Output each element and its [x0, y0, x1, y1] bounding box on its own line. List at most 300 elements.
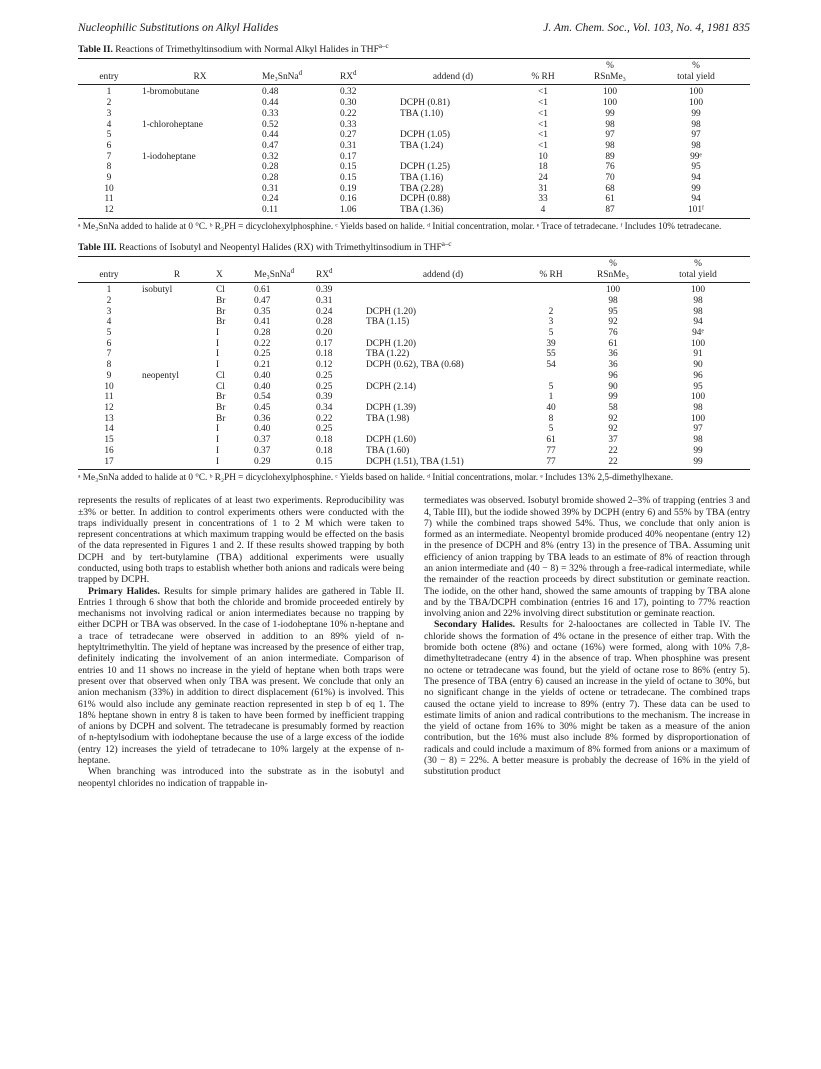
table-cell: 0.18: [316, 445, 333, 456]
table-iii-body: [78, 283, 750, 470]
col-total: total yield: [646, 270, 750, 283]
table-cell: 0.28: [316, 317, 333, 328]
table-cell: [140, 317, 214, 328]
table-cell: 2: [548, 306, 554, 317]
table-row: [78, 162, 750, 173]
table-cell: [364, 424, 522, 435]
table-cell: [140, 162, 260, 173]
col-entry: entry: [78, 270, 140, 283]
table-cell: 0.40: [254, 370, 271, 381]
table-cell: Br: [216, 317, 226, 328]
paragraph: termediates was observed. Isobutyl bromide showed 2–3% of trapping (entries 3 and 4, Table III), but the iodide showed 39% by DCPH (entry 6) and 55% by TBA (entry 7) while the combined traps showed 54%. Thus, we conclude that only anion is formed as an intermediate. Neopentyl bromide produced 40% neopentane (entry 12) in the presence of DCPH and 8% (entry 13) in the presence of TBA. Assuming unit efficiency of anion trapping by TBA leads to an estimate of 8% of reaction through an anion intermediate and (40 − 8) = 32% through a free-radical intermediate, while the remainder of the reaction proceeds by direct substitution or geminate reaction. The iodide, on the other hand, showed the same amounts of trapping by TBA alone and by the TBA/DCPH combination (entries 16 and 17), pointing to 77% reaction involving anion and 22% involving direct substitution or geminate reaction.: [424, 495, 750, 620]
table-cell: I: [216, 424, 220, 435]
table-row: [78, 371, 750, 382]
table-row: [78, 414, 750, 425]
table-iii-caption: [78, 239, 750, 253]
table-cell: 8: [106, 162, 112, 173]
table-cell: 0.37: [254, 445, 271, 456]
table-cell: 13: [104, 413, 114, 424]
table-cell: TBA (1.60): [366, 445, 410, 456]
col-rsnme3: RSnMe₃: [578, 72, 642, 85]
table-cell: TBA (1.16): [400, 173, 444, 184]
table-cell: 10: [104, 381, 114, 392]
table-cell: I: [214, 457, 252, 470]
table-cell: 18: [538, 162, 548, 173]
table-cell: 0.24: [262, 194, 279, 205]
table-cell: 0.25: [316, 381, 333, 392]
table-cell: 2: [106, 98, 112, 109]
table-cell: <1: [538, 119, 548, 130]
table-row: [78, 328, 750, 339]
table-cell: 97: [691, 130, 701, 141]
table-ii-footnotes: ᵃ Me₃SnNa added to halide at 0 °C. ᵇ R₂PH = dicyclohexylphosphine. ᶜ Yields based on halide. ᵈ Initial concentration, molar. ᵉ Trace of tetradecane. ᶠ Includes 10% tetradecane.: [78, 220, 722, 231]
table-cell: I: [216, 328, 220, 339]
table-cell: Cl: [216, 285, 225, 296]
table-cell: [398, 120, 508, 131]
col-rx: RX: [140, 72, 260, 85]
table-cell: 0.22: [254, 338, 271, 349]
table-title-footnote: a–c: [378, 41, 389, 50]
table-cell: 89: [605, 151, 615, 162]
table-cell: 100: [602, 87, 618, 98]
table-cell: 100: [688, 87, 704, 98]
table-cell: 1: [106, 87, 112, 98]
table-row: [78, 392, 750, 403]
col-rsnme3-pct: %: [580, 256, 646, 269]
table-cell: 1-chloroheptane: [142, 119, 203, 130]
table-cell: 6: [106, 140, 112, 151]
table-cell: 100: [605, 285, 621, 296]
table-iii: [78, 256, 750, 470]
table-cell: Cl: [216, 381, 225, 392]
table-cell: <1: [538, 98, 548, 109]
table-cell: <1: [538, 108, 548, 119]
table-cell: [140, 414, 214, 425]
table-row: [78, 349, 750, 360]
table-cell: <1: [538, 87, 548, 98]
table-row: [78, 360, 750, 371]
table-cell: 0.16: [340, 194, 357, 205]
table-ii-caption: [78, 41, 750, 55]
table-cell: 39: [546, 338, 556, 349]
body-text: [78, 495, 750, 789]
paragraph: When branching was introduced into the substrate as in the isobutyl and neopentyl chlorides no indication of trappable in-: [78, 766, 404, 789]
table-cell: 3: [548, 317, 554, 328]
table-cell: [140, 307, 214, 318]
table-cell: 58: [608, 402, 618, 413]
table-cell: 0.36: [254, 413, 271, 424]
table-cell: 11: [104, 392, 114, 403]
table-cell: Cl: [216, 370, 225, 381]
table-cell: 0.44: [262, 130, 279, 141]
table-cell: isobutyl: [142, 285, 173, 296]
table-cell: 0.17: [340, 151, 357, 162]
table-cell: 0.32: [262, 151, 279, 162]
table-cell: 0.28: [262, 173, 279, 184]
table-cell: 5: [548, 328, 554, 339]
table-cell: I: [216, 349, 220, 360]
table-cell: [364, 283, 522, 296]
table-row: [78, 120, 750, 131]
table-cell: Br: [216, 392, 226, 403]
table-cell: I: [216, 435, 220, 446]
table-cell: 1.06: [338, 205, 398, 218]
table-cell: 0.33: [262, 108, 279, 119]
table-cell: I: [216, 338, 220, 349]
table-cell: 3: [106, 306, 112, 317]
table-row: [78, 98, 750, 109]
table-cell: 0.20: [316, 328, 333, 339]
table-cell: 0.48: [262, 87, 279, 98]
table-cell: TBA (1.24): [400, 140, 444, 151]
table-cell: [140, 130, 260, 141]
table-cell: 0.40: [254, 381, 271, 392]
table-cell: 76: [605, 162, 615, 173]
table-cell: 61: [608, 338, 618, 349]
table-row: [78, 141, 750, 152]
table-cell: [522, 283, 580, 296]
table-cell: [140, 360, 214, 371]
table-cell: 99: [691, 108, 701, 119]
table-cell: 5: [548, 381, 554, 392]
table-ii-body: [78, 85, 750, 218]
col-rh: % RH: [508, 72, 578, 85]
table-cell: 98: [693, 402, 703, 413]
table-row: [78, 184, 750, 195]
journal-page: [78, 22, 750, 789]
table-cell: [140, 382, 214, 393]
table-cell: DCPH (1.20): [366, 338, 417, 349]
table-cell: 0.21: [254, 360, 271, 371]
table-row: [78, 283, 750, 296]
table-cell: 98: [691, 140, 701, 151]
table-cell: 36: [608, 349, 618, 360]
table-cell: 98: [691, 119, 701, 130]
table-cell: 7: [106, 151, 112, 162]
table-cell: 8: [548, 413, 554, 424]
table-cell: 14: [104, 424, 114, 435]
table-cell: Br: [216, 413, 226, 424]
table-cell: 7: [106, 349, 112, 360]
table-cell: TBA (1.22): [366, 349, 410, 360]
table-cell: 101ᶠ: [642, 205, 750, 218]
section-heading: Primary Halides.: [88, 585, 160, 597]
table-cell: [522, 371, 580, 382]
table-cell: 31: [538, 183, 548, 194]
table-cell: 10: [104, 183, 114, 194]
table-cell: I: [216, 360, 220, 371]
table-cell: 70: [605, 173, 615, 184]
table-cell: I: [216, 445, 220, 456]
table-cell: 0.15: [314, 457, 364, 470]
table-label: Table III.: [78, 241, 117, 253]
table-cell: 92: [608, 413, 618, 424]
table-cell: 0.31: [340, 140, 357, 151]
table-cell: DCPH (1.60): [366, 435, 417, 446]
table-cell: 99: [646, 457, 750, 470]
table-cell: Br: [216, 295, 226, 306]
running-header: [78, 22, 750, 40]
col-rx: $RX^d$: [314, 270, 364, 283]
table-cell: 61: [605, 194, 615, 205]
table-cell: 92: [608, 317, 618, 328]
table-cell: DCPH (1.39): [366, 402, 417, 413]
section-heading: Secondary Halides.: [434, 619, 516, 631]
table-cell: 5: [106, 130, 112, 141]
table-row: [78, 85, 750, 98]
table-cell: 100: [690, 285, 706, 296]
table-row: [78, 403, 750, 414]
table-cell: DCPH (1.05): [400, 130, 451, 141]
table-cell: 0.47: [262, 140, 279, 151]
col-total-pct: %: [642, 59, 750, 72]
table-row: [78, 130, 750, 141]
table-cell: 0.25: [254, 349, 271, 360]
table-cell: 100: [690, 392, 706, 403]
table-cell: 99: [691, 183, 701, 194]
table-cell: [140, 339, 214, 350]
table-cell: [364, 371, 522, 382]
table-cell: 0.52: [262, 119, 279, 130]
table-cell: Br: [216, 306, 226, 317]
table-cell: 4: [106, 119, 112, 130]
table-cell: DCPH (1.51), TBA (1.51): [364, 457, 522, 470]
table-cell: 98: [605, 140, 615, 151]
table-cell: 10: [538, 151, 548, 162]
table-cell: 40: [546, 402, 556, 413]
table-cell: 100: [688, 98, 704, 109]
table-cell: [140, 141, 260, 152]
table-cell: 0.34: [316, 402, 333, 413]
table-cell: 1-iodoheptane: [142, 151, 196, 162]
table-cell: [140, 349, 214, 360]
table-cell: TBA (1.36): [398, 205, 508, 218]
table-cell: [364, 392, 522, 403]
table-cell: TBA (1.98): [366, 413, 410, 424]
table-cell: 100: [602, 98, 618, 109]
paragraph: represents the results of replicates of at least two experiments. Reproducibility was ±3% or better. In addition to control experiments others were conducted with the traps individually present in concentrations of 1 to 2 M which were taken to represent concentrations at which maximum trapping would be effected on the basis of the data represented in Figures 1 and 2. If these results showed trapping by both DCPH and by tert-butylamine (TBA) additional experiments were usually conducted, using both traps to establish whether both anions and radicals were being trapped by DCPH.: [78, 495, 404, 586]
table-cell: 2: [106, 295, 112, 306]
table-cell: <1: [538, 130, 548, 141]
table-row: [78, 152, 750, 163]
table-cell: 98: [693, 306, 703, 317]
table-cell: 0.31: [262, 183, 279, 194]
table-cell: 1: [106, 285, 112, 296]
table-cell: DCPH (0.62), TBA (0.68): [366, 360, 464, 371]
table-label: Table II.: [78, 44, 113, 55]
table-cell: 90: [608, 381, 618, 392]
table-cell: 77: [522, 457, 580, 470]
table-cell: 99: [608, 392, 618, 403]
table-cell: 1: [548, 392, 554, 403]
table-cell: 100: [690, 413, 706, 424]
table-cell: 17: [78, 457, 140, 470]
table-cell: 97: [693, 424, 703, 435]
table-cell: 12: [78, 205, 140, 218]
table-cell: DCPH (0.81): [400, 98, 451, 109]
table-cell: 0.24: [316, 306, 333, 317]
col-me3snna: Me₃SnNa$^d$: [260, 72, 338, 85]
table-cell: 24: [538, 173, 548, 184]
table-cell: 0.22: [316, 413, 333, 424]
table-cell: [140, 98, 260, 109]
table-row: [78, 109, 750, 120]
table-cell: 0.45: [254, 402, 271, 413]
table-cell: [140, 403, 214, 414]
table-row: [78, 339, 750, 350]
table-cell: 100: [690, 338, 706, 349]
table-cell: 0.39: [316, 285, 333, 296]
table-cell: 94: [691, 173, 701, 184]
table-cell: [522, 296, 580, 307]
table-cell: 0.18: [316, 349, 333, 360]
table-cell: TBA (2.28): [400, 183, 444, 194]
table-cell: 0.32: [340, 87, 357, 98]
table-cell: [140, 296, 214, 307]
table-cell: Br: [216, 402, 226, 413]
table-cell: 61: [546, 435, 556, 446]
col-me3snna: Me₃SnNa$^d$: [252, 270, 314, 283]
table-cell: [364, 328, 522, 339]
table-row: [78, 435, 750, 446]
table-cell: 0.28: [254, 328, 271, 339]
table-cell: [364, 296, 522, 307]
table-cell: 0.47: [254, 295, 271, 306]
table-cell: 99: [693, 445, 703, 456]
table-cell: 98: [608, 295, 618, 306]
table-cell: 0.28: [262, 162, 279, 173]
table-cell: 0.39: [316, 392, 333, 403]
table-cell: 5: [548, 424, 554, 435]
table-cell: 0.37: [254, 435, 271, 446]
table-cell: 0.22: [340, 108, 357, 119]
table-cell: 0.19: [340, 183, 357, 194]
table-cell: 95: [693, 381, 703, 392]
table-cell: 0.18: [316, 435, 333, 446]
table-cell: 12: [104, 402, 114, 413]
table-row: [78, 307, 750, 318]
col-addend: addend (d): [364, 270, 522, 283]
col-rsnme3-pct: %: [578, 59, 642, 72]
table-cell: 3: [106, 108, 112, 119]
table-cell: 0.31: [316, 295, 333, 306]
table-cell: [140, 446, 214, 457]
col-rx-conc: $RX^d$: [338, 72, 398, 85]
table-cell: 98: [693, 435, 703, 446]
table-cell: 90: [693, 360, 703, 371]
table-cell: 0.61: [254, 285, 271, 296]
table-cell: 0.35: [254, 306, 271, 317]
col-r: R: [140, 270, 214, 283]
table-cell: 15: [104, 435, 114, 446]
table-cell: 16: [104, 445, 114, 456]
table-cell: 68: [605, 183, 615, 194]
table-row: [78, 424, 750, 435]
col-total: total yield: [642, 72, 750, 85]
table-cell: [140, 457, 214, 470]
table-cell: [140, 173, 260, 184]
table-cell: DCPH (1.20): [366, 306, 417, 317]
table-cell: 87: [578, 205, 642, 218]
col-rsnme3: RSnMe₃: [580, 270, 646, 283]
table-cell: 92: [608, 424, 618, 435]
table-cell: DCPH (0.88): [400, 194, 451, 205]
table-cell: [140, 205, 260, 218]
table-cell: 96: [608, 370, 618, 381]
table-cell: 94: [693, 317, 703, 328]
table-cell: [140, 328, 214, 339]
table-cell: 98: [605, 119, 615, 130]
journal-citation: J. Am. Chem. Soc., Vol. 103, No. 4, 1981 835: [543, 22, 750, 34]
table-cell: 95: [691, 162, 701, 173]
table-cell: 1-bromobutane: [142, 87, 200, 98]
table-cell: [398, 152, 508, 163]
table-cell: 99ᵉ: [690, 151, 702, 162]
table-cell: 9: [106, 370, 112, 381]
table-cell: 4: [106, 317, 112, 328]
table-cell: 0.29: [252, 457, 314, 470]
table-cell: 98: [693, 295, 703, 306]
table-cell: neopentyl: [142, 370, 179, 381]
table-cell: 0.44: [262, 98, 279, 109]
table-cell: 94: [691, 194, 701, 205]
paragraph: Primary Halides. Results for simple primary halides are gathered in Table II. Entries 1 through 6 show that both the chloride and bromide proceeded entirely by mechanisms not involving radical or anion intermediates because no trapping by either DCPH or TBA was observed. In the case of 1-iodoheptane 10% n-heptane and a trace of tetradecane were observed in addition to an 89% yield of n-heptyltrimethyltin. The yield of heptane was increased by the presence of either trap, definitely indicating the involvement of an anion intermediate. Comparison of entries 10 and 11 shows no increase in the yield of heptane when both traps were present over that observed when only TBA was present. We conclude that only an anion mechanism (33%) in addition to direct displacement (61%) is involved. This 61% would also include any geminate reaction represented in step b of eq 1. The 18% heptane shown in entry 8 is taken to have been formed by inefficient trapping of anions by DCPH and solvent. The tetradecane is presumably formed by reaction of n-heptylsodium with iodoheptane because the use of a large excess of the iodide (entry 12) increases the yield of tetradecane to 10% largely at the expense of n-heptane.: [78, 585, 405, 767]
table-title: Reactions of Trimethyltinsodium with Normal Alkyl Halides in THF: [115, 44, 379, 55]
running-title: Nucleophilic Substitutions on Alkyl Halides: [78, 22, 279, 34]
table-cell: 11: [104, 194, 114, 205]
table-cell: [140, 194, 260, 205]
table-cell: <1: [538, 140, 548, 151]
table-cell: [140, 184, 260, 195]
table-title-footnote: a–c: [441, 239, 452, 248]
table-cell: 55: [546, 349, 556, 360]
table-cell: 8: [106, 360, 112, 371]
table-cell: 0.17: [316, 338, 333, 349]
table-cell: 0.12: [316, 360, 333, 371]
table-row: [78, 457, 750, 470]
left-column: [78, 495, 404, 789]
right-column: [424, 495, 750, 789]
table-cell: 96: [693, 370, 703, 381]
col-x: X: [214, 270, 252, 283]
table-cell: [140, 109, 260, 120]
col-total-pct: %: [646, 256, 750, 269]
table-cell: 0.15: [340, 162, 357, 173]
table-cell: 94ᵉ: [692, 328, 704, 339]
table-cell: 76: [608, 328, 618, 339]
table-cell: 0.25: [316, 370, 333, 381]
col-rh: % RH: [522, 270, 580, 283]
table-cell: 22: [580, 457, 646, 470]
table-cell: TBA (1.10): [400, 108, 444, 119]
table-row: [78, 194, 750, 205]
table-cell: 0.11: [260, 205, 338, 218]
table-cell: 0.25: [316, 424, 333, 435]
table-cell: DCPH (1.25): [400, 162, 451, 173]
col-addend: addend (d): [398, 72, 508, 85]
table-row: [78, 317, 750, 328]
table-ii: [78, 58, 750, 219]
table-iii-footnotes: ᵃ Me₃SnNa added to halide at 0 °C. ᵇ R₂PH = dicyclohexylphosphine. ᶜ Yields based on halide. ᵈ Initial concentrations, molar. ᵉ Includes 13% 2,5-dimethylhexane.: [78, 472, 674, 483]
table-cell: 9: [106, 173, 112, 184]
table-title: Reactions of Isobutyl and Neopentyl Halides (RX) with Trimethyltinsodium in THF: [118, 241, 442, 253]
table-cell: 0.40: [254, 424, 271, 435]
table-cell: 0.15: [340, 173, 357, 184]
table-cell: 0.30: [340, 98, 357, 109]
table-cell: 6: [106, 338, 112, 349]
table-row: [78, 173, 750, 184]
table-cell: [398, 85, 508, 98]
